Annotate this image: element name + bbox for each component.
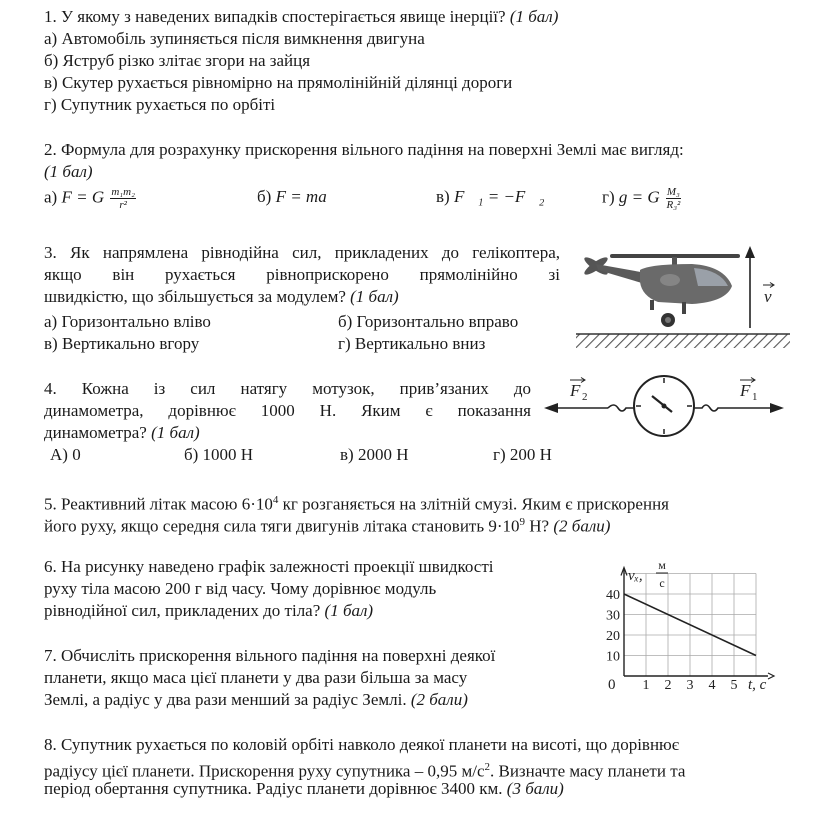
q7-line-2: планети, якщо маса цієї планети у два рази більша за масу xyxy=(44,668,468,687)
q2-option-a-numerator: m₁m₂ xyxy=(111,186,135,198)
q6-line-1: 6. На рисунку наведено графік залежності проекції швидкості xyxy=(44,557,494,576)
q2-question: 2. Формула для розрахунку прискорення вільного падіння на поверхні Землі має вигляд: xyxy=(44,140,684,159)
x-tick-label: 5 xyxy=(730,678,738,693)
q6-line-2: руху тіла масою 200 г від часу. Чому дорівнює модуль xyxy=(44,579,437,598)
q2-option-d-formula: g = G xyxy=(618,187,660,207)
q4-option-b: б) 1000 Н xyxy=(184,445,254,464)
q2-option-a-prefix: а) xyxy=(44,187,62,207)
y-tick-label: 10 xyxy=(606,649,620,665)
q2-option-a-denominator: r² xyxy=(119,199,127,211)
helicopter-icon xyxy=(582,254,740,327)
q1-option-c: в) Скутер рухається рівномірно на прямолінійній ділянці дороги xyxy=(44,73,513,92)
q6-line-3 xyxy=(44,600,373,622)
q2-option-d xyxy=(602,186,681,211)
q7-line-3 xyxy=(44,689,468,711)
q8-line-3 xyxy=(44,778,564,800)
q1-option-d: г) Супутник рухається по орбіті xyxy=(44,95,276,114)
q4-line-2: динамометра, дорівнює 1000 Н. Яким є показання xyxy=(44,401,531,420)
x-axis-arrow xyxy=(768,673,774,679)
q3-option-c: в) Вертикально вгору xyxy=(44,334,200,353)
q7-line-3-text: Землі, а радіус у два рази менший за радіус Землі. xyxy=(44,690,407,709)
q4-option-c: в) 2000 Н xyxy=(340,445,409,464)
x-tick-label: 1 xyxy=(642,678,650,693)
force-label-right-sub: 1 xyxy=(752,391,758,403)
q8-line-2-a: радіусу цієї планети. Прискорення руху супутника – 0,95 м/с xyxy=(44,761,485,781)
q2-option-c xyxy=(436,186,544,208)
q2-option-d-fraction xyxy=(666,186,681,211)
q1-option-b: б) Яструб різко злітає згори на зайця xyxy=(44,51,311,70)
q2-option-b-prefix: б) xyxy=(257,187,276,206)
force-label-right: F xyxy=(740,381,751,400)
q6-score: (1 бал) xyxy=(324,601,374,620)
chart-y-unit-num: м xyxy=(658,558,666,572)
q8-line-2-exp: 2 xyxy=(484,761,490,773)
chart-axes xyxy=(621,568,774,680)
q8-score: (3 бали) xyxy=(506,779,564,798)
q2-option-a xyxy=(44,186,136,211)
q3-option-a: а) Горизонтально вліво xyxy=(44,312,211,331)
chart-ticks xyxy=(606,588,738,693)
q4-line-3 xyxy=(44,422,200,444)
q2-option-c-prefix: в) xyxy=(436,187,454,206)
q2-score: (1 бал) xyxy=(44,162,93,181)
q2-option-d-denominator: R₃² xyxy=(666,199,681,211)
q5-line-2-exp: 9 xyxy=(519,516,526,528)
force-label-left: F xyxy=(570,381,581,400)
q2-option-d-numerator: M₃ xyxy=(666,186,680,198)
q3-line-1: 3. Як напрямлена рівнодійна сил, прикладених до гелікоптера, xyxy=(44,243,560,262)
q5-score: (2 бали) xyxy=(553,516,611,536)
q1-option-a: а) Автомобіль зупиняється після вимкнення двигуна xyxy=(44,29,425,48)
x-tick-label: 4 xyxy=(708,678,716,693)
q1-score: (1 бал) xyxy=(509,7,559,26)
chart-origin-label: 0 xyxy=(608,677,616,693)
q4-line-3-text: динамометра? xyxy=(44,423,147,442)
q7-line-1: 7. Обчисліть прискорення вільного падіння на поверхні деякої xyxy=(44,646,496,665)
q2-option-a-formula: F = G xyxy=(61,187,105,207)
q5-line-2-b: Н? xyxy=(525,516,550,536)
y-tick-label: 30 xyxy=(606,608,620,624)
dynamometer-figure xyxy=(540,368,790,440)
force-arrow-right xyxy=(694,403,784,413)
q5-line-1-exp: 4 xyxy=(272,494,279,506)
q3-score: (1 бал) xyxy=(350,287,399,306)
chart-x-label: t, с xyxy=(748,677,767,693)
q4-option-a: А) 0 xyxy=(50,445,81,464)
q8-line-2-b: . Визначте масу планети та xyxy=(490,761,686,781)
force-arrow-left xyxy=(544,403,634,413)
q2-option-c-formula: F⃗₁ = −F⃗₂ xyxy=(453,187,545,206)
q5-line-2-a: його руху, якщо середня сила тяги двигунів літака становить 9·10 xyxy=(44,516,520,536)
ground-hatch xyxy=(576,334,790,348)
velocity-time-chart xyxy=(590,558,790,700)
q4-line-1: 4. Кожна із сил натягу мотузок, прив’язаних до xyxy=(44,379,531,398)
q6-line-3-text: рівнодійної сил, прикладених до тіла? xyxy=(44,601,321,620)
q3-option-b: б) Горизонтально вправо xyxy=(338,312,519,331)
force-label-left-sub: 2 xyxy=(582,391,588,403)
x-tick-label: 2 xyxy=(664,678,672,693)
q3-line-3-text: швидкістю, що збільшується за модулем? xyxy=(44,287,346,306)
y-tick-label: 40 xyxy=(606,588,620,603)
q8-line-1: 8. Супутник рухається по коловій орбіті навколо деякої планети на висоті, що дорівнює xyxy=(44,735,680,754)
q3-option-d: г) Вертикально вниз xyxy=(338,334,486,353)
q4-score: (1 бал) xyxy=(151,423,200,442)
q2-option-a-fraction xyxy=(110,186,136,211)
q2-option-b-formula: F = ma xyxy=(275,187,327,206)
helicopter-figure xyxy=(574,240,792,352)
q1-question xyxy=(44,6,558,28)
velocity-arrow xyxy=(745,246,755,328)
y-tick-label: 20 xyxy=(606,629,620,644)
q8-line-3-text: період обертання супутника. Радіус планети дорівнює 3400 км. xyxy=(44,779,503,798)
velocity-label: v xyxy=(764,287,772,306)
q2-option-d-prefix: г) xyxy=(602,187,619,207)
q1-question-text: 1. У якому з наведених випадків спостерігається явище інерції? xyxy=(44,7,506,26)
q5-line-2 xyxy=(44,511,610,538)
q3-line-3 xyxy=(44,286,399,308)
dynamometer-icon xyxy=(634,376,694,436)
q5-line-1-b: кг розганяється на злітній смузі. Яким є прискорення xyxy=(278,494,669,514)
q4-option-d: г) 200 Н xyxy=(493,445,552,464)
q5-line-1-a: 5. Реактивний літак масою 6·10 xyxy=(44,494,273,514)
q2-option-b xyxy=(257,186,327,208)
q3-line-2: якщо він рухається рівноприскорено прямолінійно зі xyxy=(44,265,560,284)
chart-y-unit-den: с xyxy=(659,576,665,590)
chart-y-label: vₓ, xyxy=(628,568,643,584)
x-tick-label: 3 xyxy=(686,678,694,693)
q7-score: (2 бали) xyxy=(410,690,468,709)
